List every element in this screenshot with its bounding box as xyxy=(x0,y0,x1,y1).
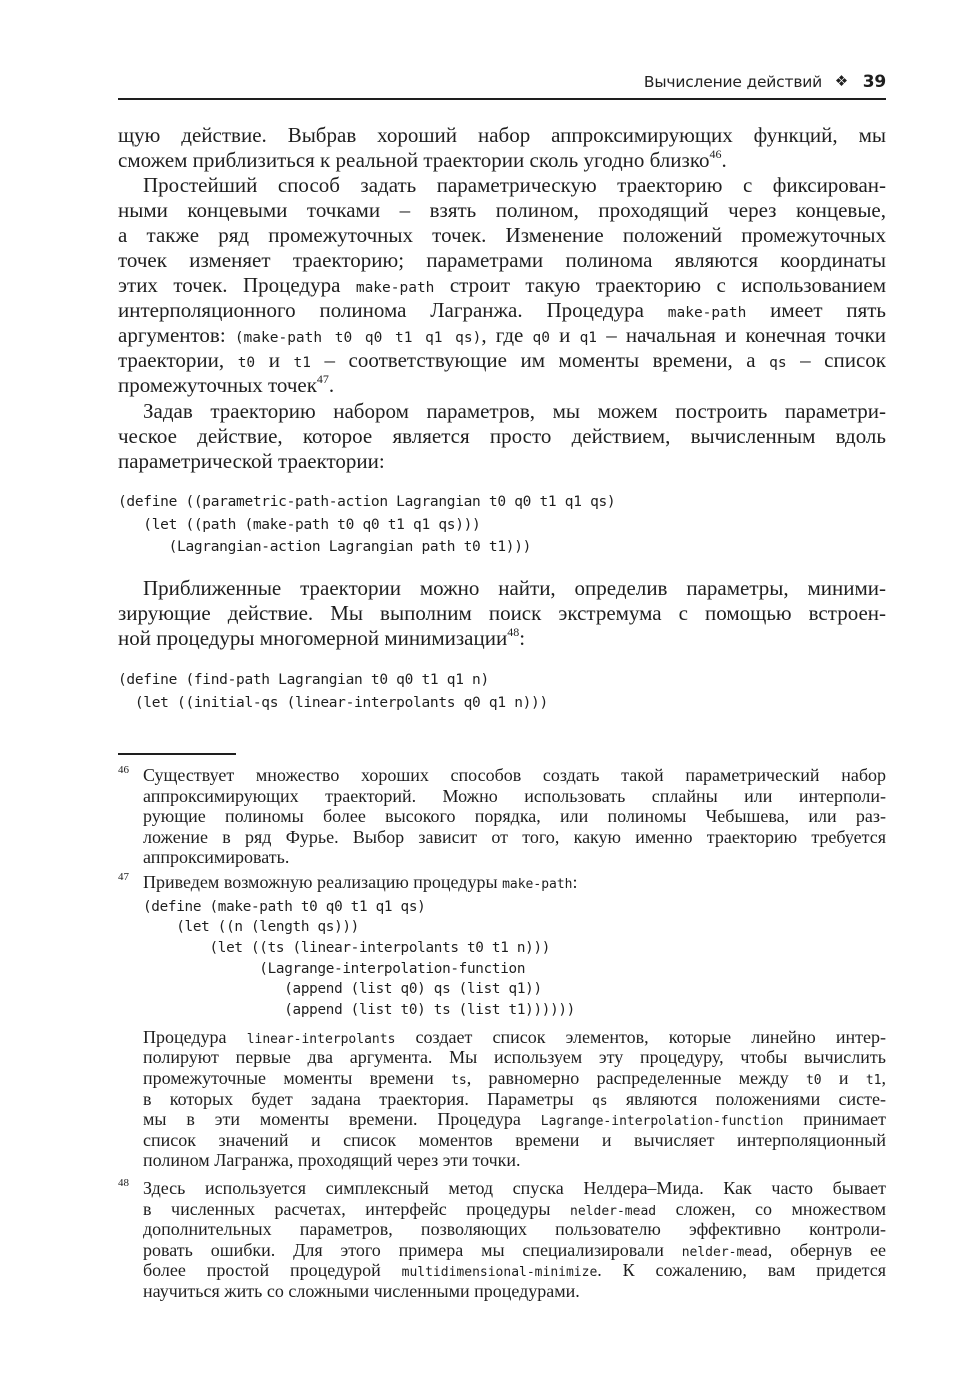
text-line: Здесь используется симплексный метод спуска Нелдера–Мида. Как часто бывает xyxy=(143,1178,886,1198)
text-line xyxy=(143,1240,886,1261)
text-line: дополнительных параметров, позволяющих пользователю эффективно контроли- xyxy=(143,1219,886,1240)
text-span: строит такую траекторию с использованием xyxy=(434,273,886,297)
code-line: (let ((initial-qs (linear-interpolants q0 q1 n))) xyxy=(118,694,548,711)
text-span: траектории, xyxy=(118,348,238,372)
text-line xyxy=(118,348,886,373)
footnote-number: 48 xyxy=(118,1177,129,1189)
inline-code: make-path xyxy=(667,305,747,321)
inline-code: (make-path t0 q0 t1 q1 qs) xyxy=(234,330,482,346)
text-line xyxy=(143,872,886,893)
text-span: сложен, со множеством xyxy=(656,1198,886,1219)
footnote-number: 47 xyxy=(118,871,129,883)
text-span: в которых будет задана траектория. Параметры xyxy=(143,1088,592,1109)
text-span: . К сожалению, вам придется xyxy=(597,1260,886,1281)
paragraph-1 xyxy=(118,123,886,173)
footnote-number: 46 xyxy=(118,764,129,776)
text-span: создает список элементов, которые линейно интер- xyxy=(395,1026,887,1047)
text-span: , обернув ее xyxy=(767,1239,886,1260)
text-line xyxy=(143,1027,886,1048)
text-span: и xyxy=(255,348,294,372)
inline-code: qs xyxy=(591,1093,608,1109)
text-line: полином Лагранжа, проходящий через эти точки. xyxy=(143,1150,521,1171)
text-span: имеет пять xyxy=(746,298,887,322)
text-line xyxy=(118,298,886,323)
text-span: ровать ошибки. Для этого примера мы специализировали xyxy=(143,1239,682,1260)
code-line: (define (find-path Lagrangian t0 q0 t1 q1 n) xyxy=(118,672,489,688)
text-line: зирующие действие. Мы выполним поиск экстремума с помощью встроен- xyxy=(118,601,886,625)
code-block-parametric-path-action xyxy=(118,491,615,559)
text-span: ной процедуры многомерной минимизации xyxy=(118,626,508,650)
text-span: принимает xyxy=(783,1109,886,1130)
text-span: : xyxy=(572,872,578,892)
text-line: Приближенные траектории можно найти, определив параметры, миними- xyxy=(143,576,886,600)
code-line: (let ((path (make-path t0 q0 t1 q1 qs))) xyxy=(118,516,481,533)
text-span: Приведем возможную реализацию процедуры xyxy=(143,872,503,892)
text-span: промежуточные моменты времени xyxy=(143,1068,452,1088)
text-line: ными концевыми точками – взять полином, проходящий через концевые, xyxy=(118,198,886,222)
text-line xyxy=(143,1199,886,1220)
text-line: Простейший способ задать параметрическую траекторию с фиксирован- xyxy=(143,173,886,197)
text-line xyxy=(118,373,886,398)
code-line: (append (list t0) ts (list t1)))))) xyxy=(143,1002,575,1019)
inline-code: q1 xyxy=(579,330,598,346)
text-span: – соответствующие им моменты времени, а xyxy=(310,348,770,372)
text-span: Процедура xyxy=(143,1026,247,1047)
text-span: этих точек. Процедура xyxy=(118,273,356,297)
inline-code: make-path xyxy=(502,877,573,892)
page-number: 39 xyxy=(862,72,886,92)
inline-code: t1 xyxy=(865,1073,882,1088)
text-line xyxy=(118,148,886,173)
text-span: , равномерно распределенные между xyxy=(466,1068,806,1088)
footnote-48 xyxy=(118,1178,886,1302)
text-line: полируют первые два аргумента. Мы используем эту процедуру, чтобы вычислить xyxy=(143,1047,886,1068)
text-line: рующие полиномы более высокого порядка, или полиномы Чебышева, или раз- xyxy=(143,806,886,827)
code-line: (define ((parametric-path-action Lagrangian t0 q0 t1 q1 qs) xyxy=(118,494,616,510)
text-line: аппроксимировать. xyxy=(143,847,290,868)
chapter-title: Вычисление действий xyxy=(643,73,823,91)
text-line xyxy=(143,1109,886,1130)
text-span: : xyxy=(519,626,526,650)
text-line: ческое действие, которое является просто действием, вычисленным вдоль xyxy=(118,424,886,448)
code-block-find-path xyxy=(118,669,548,714)
footnote-separator xyxy=(118,753,236,755)
inline-code: q0 xyxy=(532,330,550,346)
code-line: (Lagrange-interpolation-function xyxy=(143,960,526,977)
text-line: Существует множество хороших способов создать такой параметрический набор xyxy=(143,765,886,785)
text-span: интерполяционного полинома Лагранжа. Процедура xyxy=(118,298,668,322)
ornament-icon: ❖ xyxy=(834,72,848,90)
running-header xyxy=(118,70,886,100)
text-line xyxy=(118,626,886,651)
paragraph-4 xyxy=(118,576,886,651)
text-line xyxy=(143,1260,886,1281)
code-line: (let ((ts (linear-interpolants t0 t1 n))) xyxy=(143,940,551,956)
inline-code: t1 xyxy=(293,355,311,371)
text-span: и xyxy=(821,1068,866,1088)
text-span: более простой процедурой xyxy=(143,1260,402,1281)
footnote-body xyxy=(143,872,886,893)
inline-code: make-path xyxy=(355,280,435,296)
text-line: параметрической траектории: xyxy=(118,449,385,473)
header-right xyxy=(644,72,886,92)
code-line: (let ((n (length qs))) xyxy=(143,919,359,936)
inline-code: nelder-mead xyxy=(570,1203,657,1219)
inline-code: ts xyxy=(451,1073,467,1088)
inline-code: multidimensional-minimize xyxy=(401,1265,598,1281)
text-span: аргументов: xyxy=(118,323,235,347)
inline-code: t0 xyxy=(805,1073,822,1088)
inline-code: linear-interpolants xyxy=(246,1031,396,1047)
text-span: – начальная и конечная точки xyxy=(597,323,886,347)
text-line: список значений и список моментов времени и вычисляет интерполяционный xyxy=(143,1129,886,1150)
text-span: , где xyxy=(481,323,533,347)
paragraph-2 xyxy=(118,173,886,398)
footnote-body-continued xyxy=(143,1027,886,1171)
text-span: являются положениями систе- xyxy=(607,1088,887,1109)
text-span: – список xyxy=(786,348,887,372)
text-span: сможем приблизиться к реальной траектории сколь угодно близко xyxy=(118,148,710,172)
footnote-body xyxy=(143,765,886,868)
code-line: (define (make-path t0 q0 t1 q1 qs) xyxy=(143,898,426,915)
text-span: мы в эти моменты времени. Процедура xyxy=(143,1109,541,1130)
text-span: в численных расчетах, интерфейс процедуры xyxy=(143,1198,571,1219)
text-line xyxy=(143,1089,886,1110)
footnote-46 xyxy=(118,765,886,868)
text-span: . xyxy=(328,373,335,397)
inline-code: Lagrange-interpolation-function xyxy=(540,1114,784,1130)
footnote-body xyxy=(143,1178,886,1302)
text-span: , xyxy=(881,1068,886,1088)
inline-code: t0 xyxy=(237,355,256,371)
footnote-ref-47[interactable]: 47 xyxy=(316,372,329,386)
text-line: ложение в ряд Фурье. Выбор зависит от того, какую именно траекторию требуется xyxy=(143,826,886,847)
paragraph-3 xyxy=(118,399,886,474)
text-line xyxy=(118,323,886,348)
footnote-47 xyxy=(118,872,886,1171)
text-span: промежуточных точек xyxy=(118,373,317,397)
text-line: а также ряд промежуточных точек. Изменение положений промежуточных xyxy=(118,223,886,247)
footnote-ref-48[interactable]: 48 xyxy=(507,625,520,639)
code-line: (Lagrangian-action Lagrangian path t0 t1))) xyxy=(118,539,532,555)
inline-code: qs xyxy=(769,355,787,371)
text-line: щую действие. Выбрав хороший набор аппроксимирующих функций, мы xyxy=(118,123,886,147)
text-line: научиться жить со сложными численными процедурами. xyxy=(143,1280,580,1301)
code-block-make-path xyxy=(143,893,886,1027)
text-span: и xyxy=(550,323,580,347)
footnote-ref-46[interactable]: 46 xyxy=(709,147,722,161)
text-line: Задав траекторию набором параметров, мы можем построить параметри- xyxy=(143,399,886,423)
text-line xyxy=(118,273,886,298)
text-span: . xyxy=(721,148,727,172)
text-line xyxy=(143,1068,886,1089)
text-line: аппроксимирующих траекторий. Можно использовать сплайны или интерполи- xyxy=(143,785,886,806)
code-line: (append (list q0) qs (list q1)) xyxy=(143,981,542,998)
text-line: точек изменяет траекторию; параметрами полинома являются координаты xyxy=(118,248,886,272)
inline-code: nelder-mead xyxy=(681,1244,768,1260)
